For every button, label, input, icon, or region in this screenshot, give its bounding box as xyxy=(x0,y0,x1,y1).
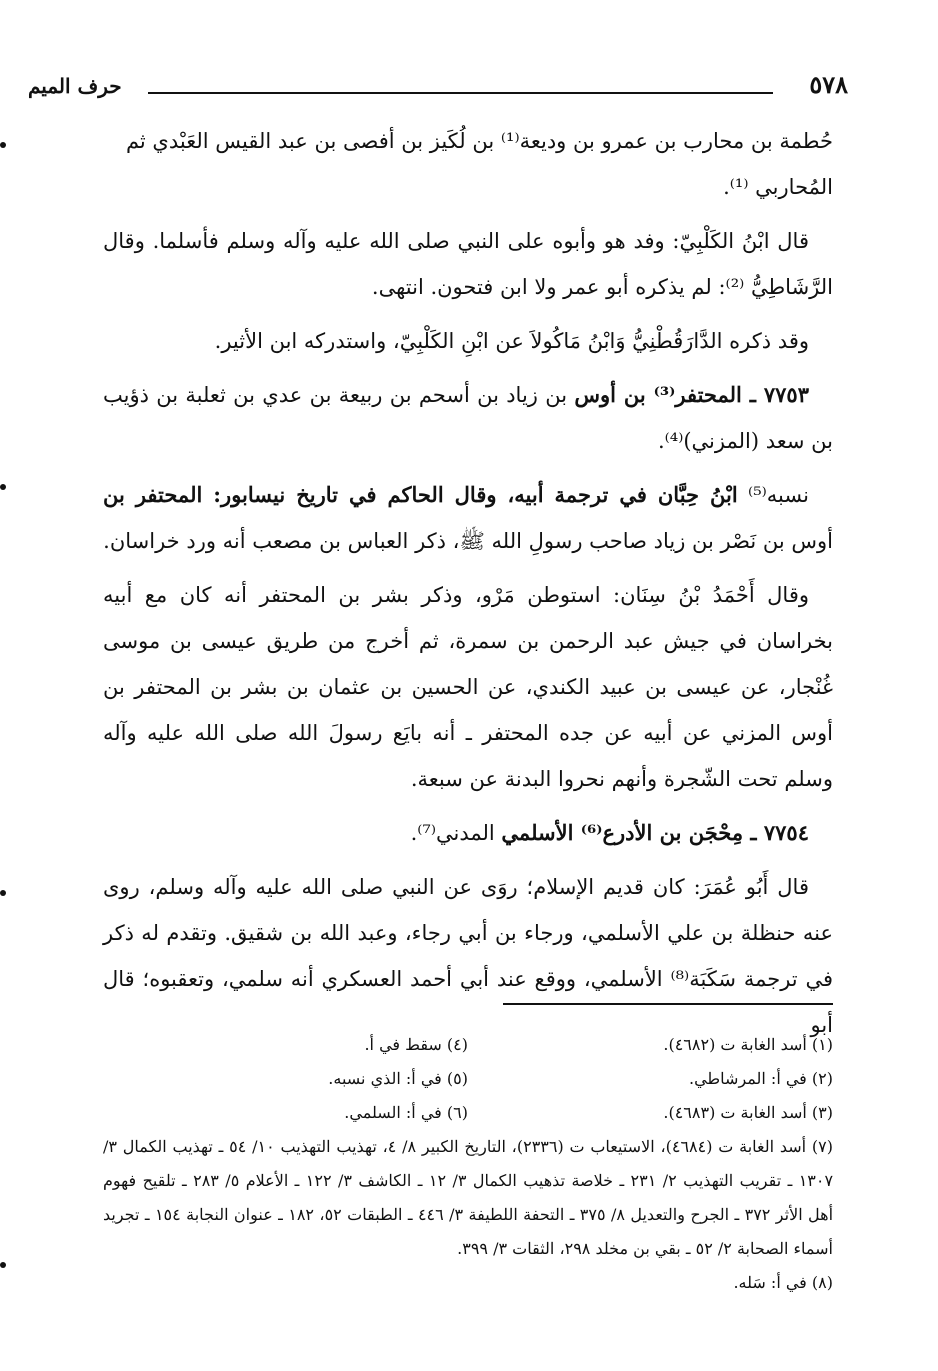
footnote-2: (٢) في أ: المرشاطي. xyxy=(689,1069,833,1088)
entry-heading: ٧٧٥٣ ـ المحتفر⁽³⁾ بن أوس xyxy=(574,382,809,407)
footnote-columns xyxy=(103,1028,833,1130)
footnote-column-right xyxy=(468,1028,833,1130)
footnote-8: (٨) في أ: سَله. xyxy=(733,1273,833,1292)
footnote-5: (٥) في أ: الذي نسبه. xyxy=(328,1069,468,1088)
text-span: نسبه⁽⁵⁾ xyxy=(748,483,809,507)
entry-7754 xyxy=(103,810,833,856)
footnote-6: (٦) في أ: السلمي. xyxy=(344,1103,468,1122)
scan-mark xyxy=(0,1262,6,1268)
entry-7753 xyxy=(103,372,833,464)
footnote-3: (٣) أسد الغابة ت (٤٦٨٣). xyxy=(663,1103,833,1122)
entry-text: المدني⁽⁷⁾. xyxy=(410,821,495,845)
paragraph xyxy=(103,472,833,564)
footnote-4: (٤) سقط في أ. xyxy=(364,1035,468,1054)
footnote-7: (٧) أسد الغابة ت (٤٦٨٤)، الاستيعاب ت (٢٣٣٦)، التاريخ الكبير ٨/ ٤، تهذيب التهذيب ١٠/ ٥٤ ـ تهذيب الكمال ٣/ ١٣٠٧ ـ تقريب التهذيب ٢/ ٢٣١ ـ خلاصة تذهيب الكمال ٣/ ١٢ ـ الكاشف ٣/ ١٢٢ ـ الأعلام ٥/ ٢٨٣ ـ تلقيح فهوم أهل الأثر ٣٧٢ ـ الجرح والتعديل ٨/ ٣٧٥ ـ التحفة اللطيفة ٣/ ٤٤٦ ـ الطبقات ٥٢، ١٨٢ ـ عنوان النجابة ١٥٤ ـ تجريد أسماء الصحابة ٢/ ٥٢ ـ بقي بن مخلد ٢٩٨، الثقات ٣/ ٣٩٩. xyxy=(103,1137,834,1258)
text-line: حُطمة بن محارب بن عمرو بن وديعة⁽¹⁾ بن لُكَيز بن أفصى بن عبد القيس العَبْدي ثم xyxy=(125,129,833,153)
scan-mark xyxy=(0,484,6,490)
text-line: المُحاربي ⁽¹⁾. xyxy=(723,175,833,199)
text-span: أوس بن نَصْر بن زياد صاحب رسولِ الله ﷺ، ذكر العباس بن مصعب أنه ورد خراسان. xyxy=(103,529,833,553)
page-number: ٥٧٨ xyxy=(809,70,848,99)
footnote-rule xyxy=(503,1003,833,1005)
running-title: حرف الميم xyxy=(28,74,122,98)
footnote-wide xyxy=(103,1130,833,1300)
footnotes xyxy=(103,1028,833,1300)
footnote-1: (١) أسد الغابة ت (٤٦٨٢). xyxy=(663,1035,833,1054)
paragraph xyxy=(103,118,833,210)
page-header xyxy=(28,70,848,110)
entry-text: بن زياد بن أسحم بن ربيعة بن عدي بن ثعلبة بن ذؤيب بن سعد (المزني)⁽⁴⁾. xyxy=(103,383,833,453)
paragraph: وقد ذكره الدَّارَقُطْنِيُّ وَابْنُ مَاكُولاَ عن ابْنِ الكَلْبِيّ، واستدركه ابن الأثير. xyxy=(214,329,809,353)
entry-heading: ٧٧٥٤ ـ مِحْجَن بن الأدرع⁽⁶⁾ الأسلمي xyxy=(501,820,809,845)
scan-mark xyxy=(0,890,6,896)
header-rule xyxy=(148,92,773,94)
footnote-column-left xyxy=(103,1028,468,1130)
main-text xyxy=(103,118,833,1048)
scan-mark xyxy=(0,142,6,148)
paragraph: قال أَبُو عُمَرَ: كان قديم الإسلام؛ روَى عن النبي صلى الله عليه وآله وسلم، روى عنه حنظلة بن علي الأسلمي، ورجاء بن أبي رجاء، وعبد الله بن شقيق. وتقدم له ذكر في ترجمة سَكَبَة⁽⁸⁾ الأسلمي، ووقع عند أبي أحمد العسكري أنه سلمي، وتعقبوه؛ قال أبو xyxy=(103,875,833,1037)
text-span: ابْنُ حِبَّان في ترجمة أبيه، وقال الحاكم في تاريخ نيسابور: المحتفر بن xyxy=(103,482,738,507)
paragraph: قال ابْنُ الكَلْبِيّ: وفد هو وأبوه على النبي صلى الله عليه وآله وسلم فأسلما. وقال الرَّشَاطِيُّ ⁽²⁾: لم يذكره أبو عمر ولا ابن فتحون. انتهى. xyxy=(103,229,833,299)
paragraph: وقال أَحْمَدُ بْنُ سِنَان: استوطن مَرْو، وذكر بشر بن المحتفر أنه كان مع أبيه بخراسان في جيش عبد الرحمن بن سمرة، ثم أخرج من طريق عيسى بن موسى غُنْجار، عن عيسى بن عبيد الكندي، عن الحسين بن عثمان بن بشر بن المحتفر بن أوس المزني عن أبيه عن جده المحتفر ـ أنه بايَع رسولَ الله صلى الله عليه وآله وسلم تحت الشّجرة وأنهم نحروا البدنة عن سبعة. xyxy=(103,583,833,791)
